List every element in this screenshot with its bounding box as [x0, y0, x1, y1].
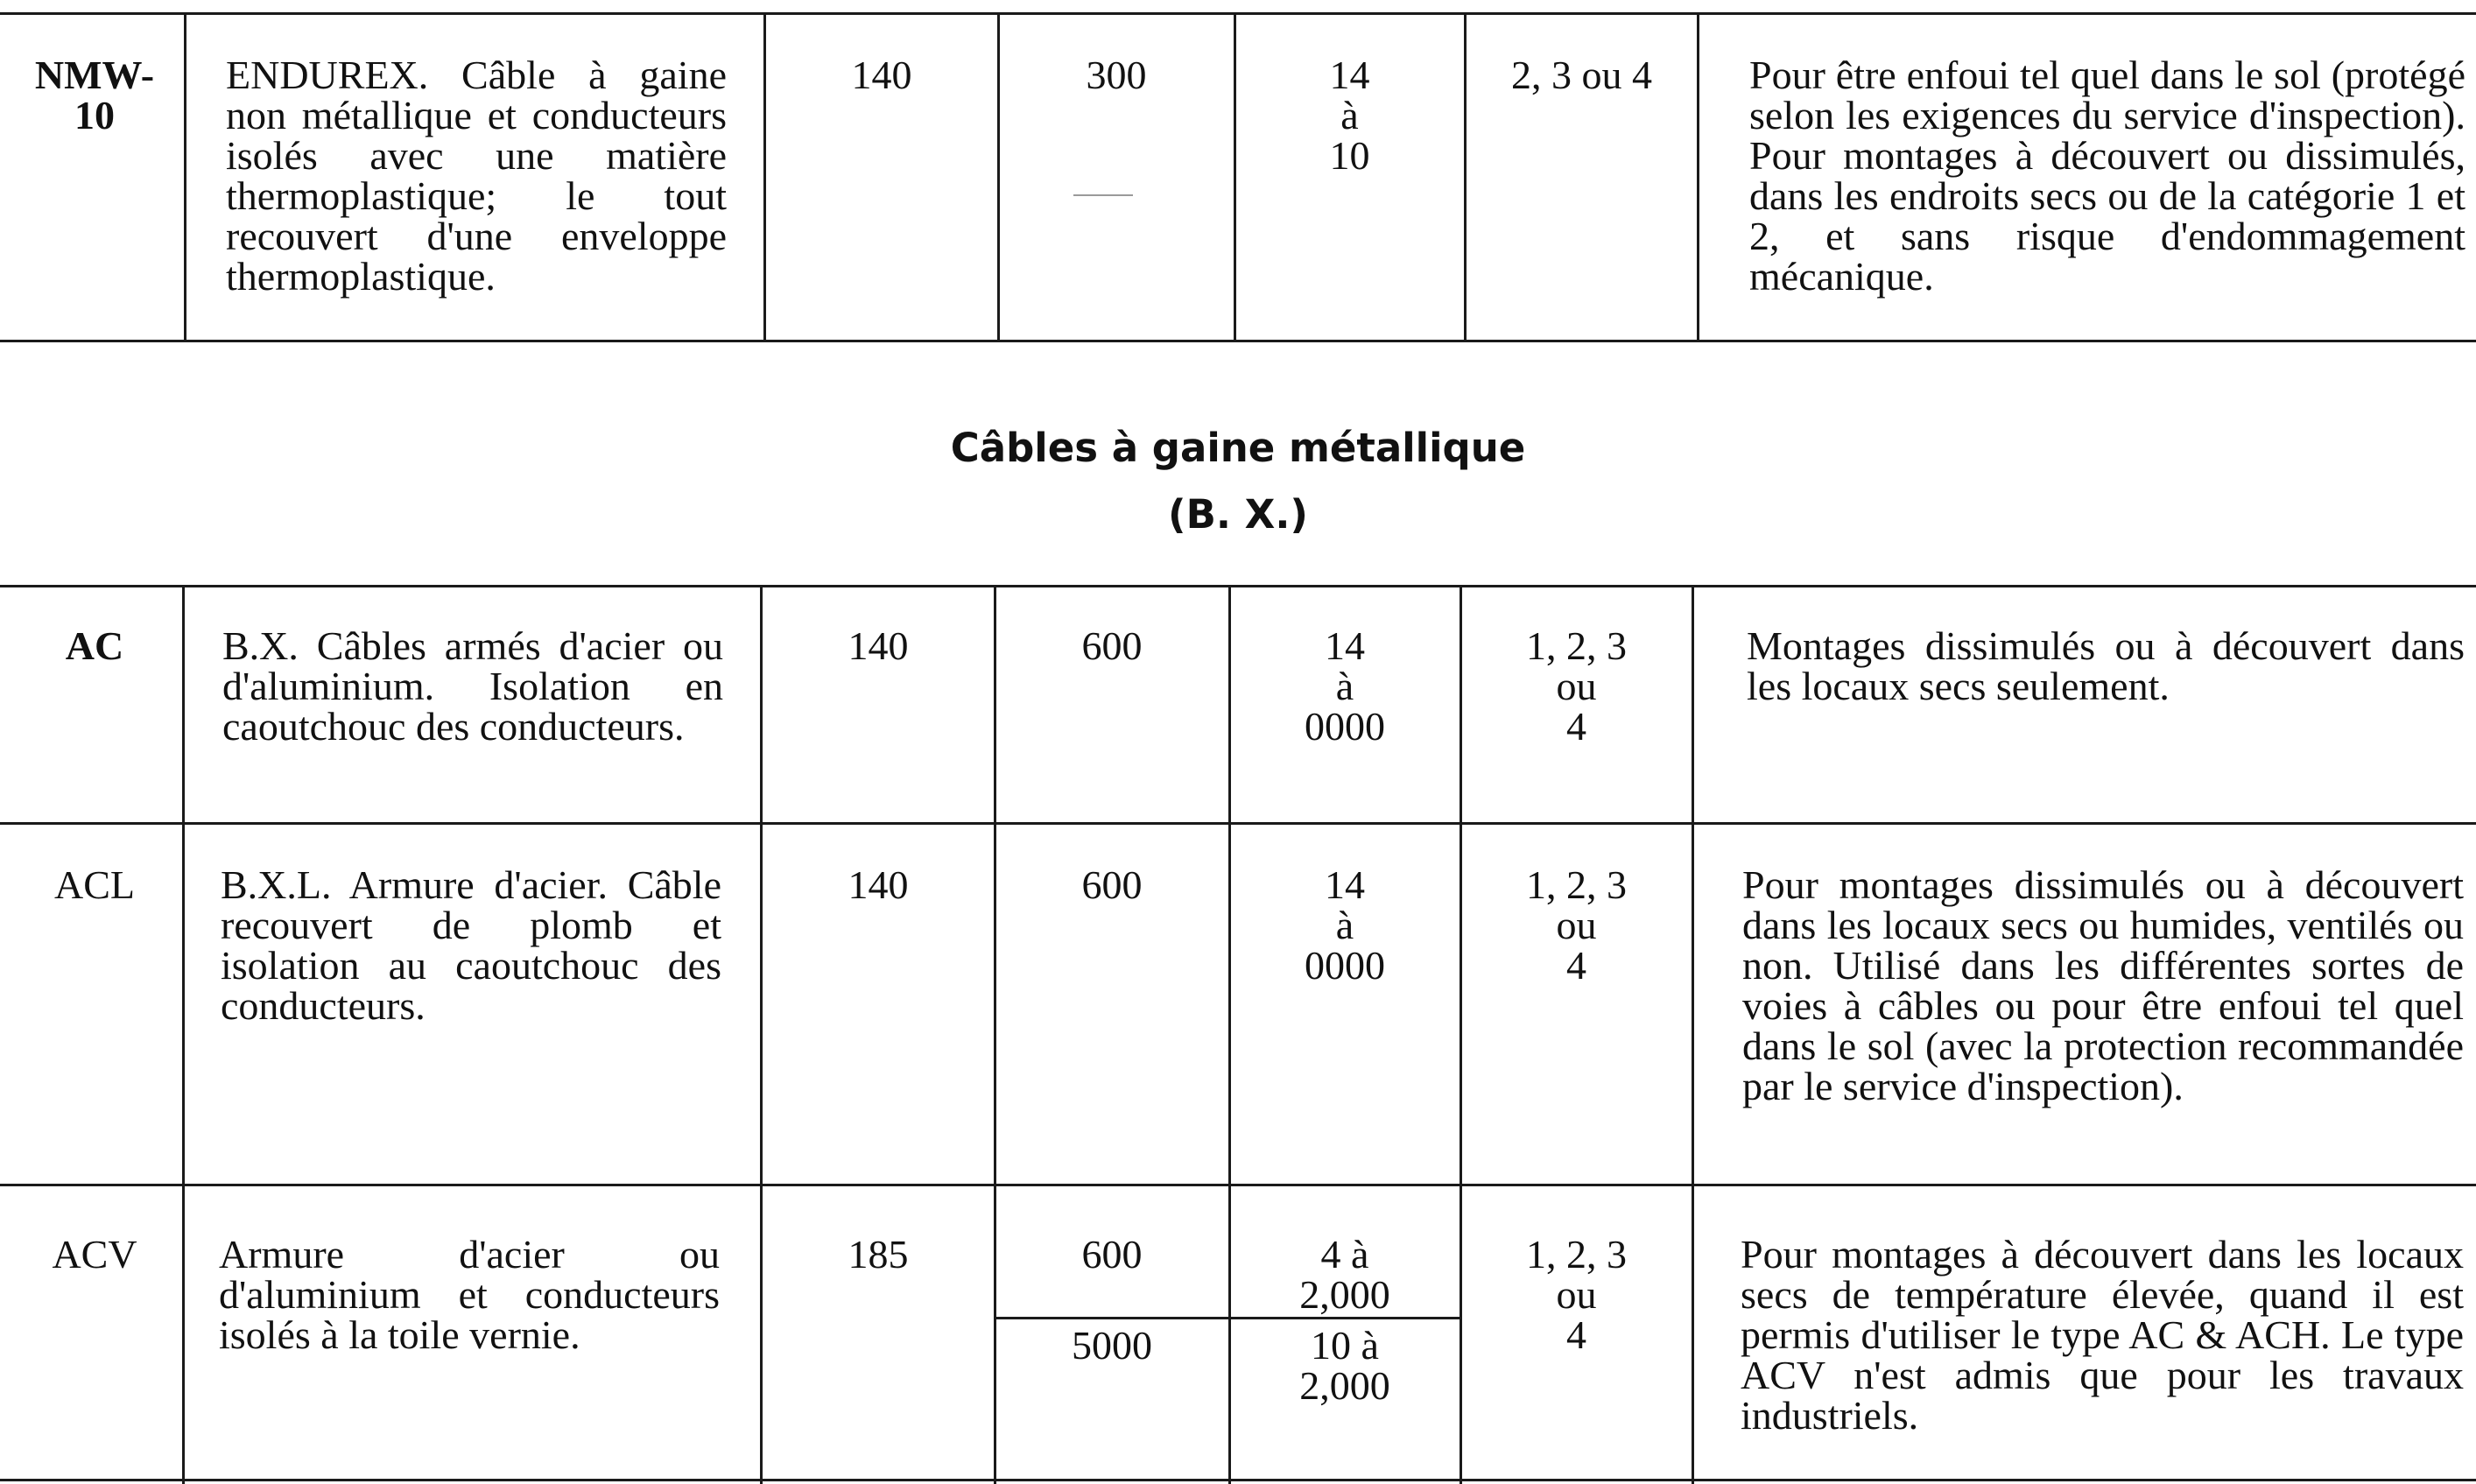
conductor-count: 1, 2, 3 ou 4	[1526, 1232, 1627, 1357]
temperature-rating: 185	[848, 1232, 909, 1277]
cable-description: ENDUREX. Câble à gaine non métallique et conducteurs isolés avec une matière thermoplastique; le tout recouvert d'une enveloppe thermoplastique.	[226, 53, 727, 299]
cable-type-code: AC	[65, 623, 124, 668]
cable-description: Armure d'acier ou d'aluminium et conducteurs isolés à la toile vernie.	[219, 1232, 720, 1357]
conductor-count: 1, 2, 3 ou 4	[1526, 623, 1627, 749]
row-divider	[0, 822, 2476, 825]
conductor-count: 2, 3 ou 4	[1511, 53, 1652, 97]
usage-notes: Montages dissimulés ou à découvert dans les locaux secs seulement.	[1747, 623, 2465, 708]
cable-type-code: ACL	[54, 862, 135, 907]
voltage-rating: 600	[1081, 1232, 1143, 1277]
voltage-rating: 300	[1086, 53, 1147, 97]
cable-type-code: NMW- 10	[34, 53, 155, 137]
usage-notes: Pour montages dissimulés ou à découvert dans les locaux secs ou humides, ventilés ou non. Utilisé dans les différentes sortes de voies à câbles ou pour être enfoui tel quel dans le sol (avec la protection recommandée par le service d'inspection).	[1742, 862, 2464, 1108]
col-divider	[1692, 585, 1694, 1484]
cable-description: B.X.L. Armure d'acier. Câble recouvert de plomb et isolation au caoutchouc des conducteurs.	[221, 862, 721, 1028]
voltage-rating: 600	[1081, 623, 1143, 668]
gauge-range: 14 à 0000	[1305, 623, 1385, 749]
gauge-range: 4 à 2,000	[1299, 1232, 1390, 1317]
gauge-range: 14 à 0000	[1305, 862, 1385, 988]
cable-description: B.X. Câbles armés d'acier ou d'aluminium. Isolation en caoutchouc des conducteurs.	[222, 623, 723, 749]
top-table-col-divider	[1697, 12, 1699, 341]
gauge-range: 14 à 10	[1329, 53, 1370, 178]
section-title: Câbles à gaine métallique	[950, 425, 1526, 471]
temperature-rating: 140	[848, 862, 909, 907]
cable-type-code: ACV	[52, 1232, 137, 1277]
col-divider	[760, 585, 763, 1484]
table-border-bottom	[0, 1479, 2476, 1481]
row-divider	[0, 1184, 2476, 1186]
table-border-top	[0, 585, 2476, 587]
gauge-range-high: 10 à 2,000	[1299, 1323, 1390, 1408]
section-subtitle: (B. X.)	[1168, 491, 1308, 538]
col-divider	[182, 585, 185, 1484]
temperature-rating: 140	[851, 53, 912, 97]
top-table-col-divider	[763, 12, 766, 341]
top-table-border-top	[0, 12, 2476, 15]
voltage-rating-high: 5000	[1072, 1323, 1152, 1368]
conductor-count: 1, 2, 3 ou 4	[1526, 862, 1627, 988]
temperature-rating: 140	[848, 623, 909, 668]
print-smudge	[1073, 194, 1133, 196]
top-table-col-divider	[184, 12, 186, 341]
voltage-rating: 600	[1081, 862, 1143, 907]
acv-subrow-divider	[994, 1317, 1462, 1319]
usage-notes: Pour montages à découvert dans les locaux secs de température élevée, quand il est permis d'utiliser le type AC & ACH. Le type ACV n'est admis que pour les travaux industriels.	[1741, 1232, 2464, 1438]
usage-notes: Pour être enfoui tel quel dans le sol (protégé selon les exigences du service d'inspection). Pour montages à découvert ou dissimulés, dans les endroits secs ou de la catégorie 1 et 2, et sans risque d'endommagement mécanique.	[1749, 53, 2465, 299]
top-table-col-divider	[1464, 12, 1467, 341]
top-table-border-bottom	[0, 340, 2476, 342]
